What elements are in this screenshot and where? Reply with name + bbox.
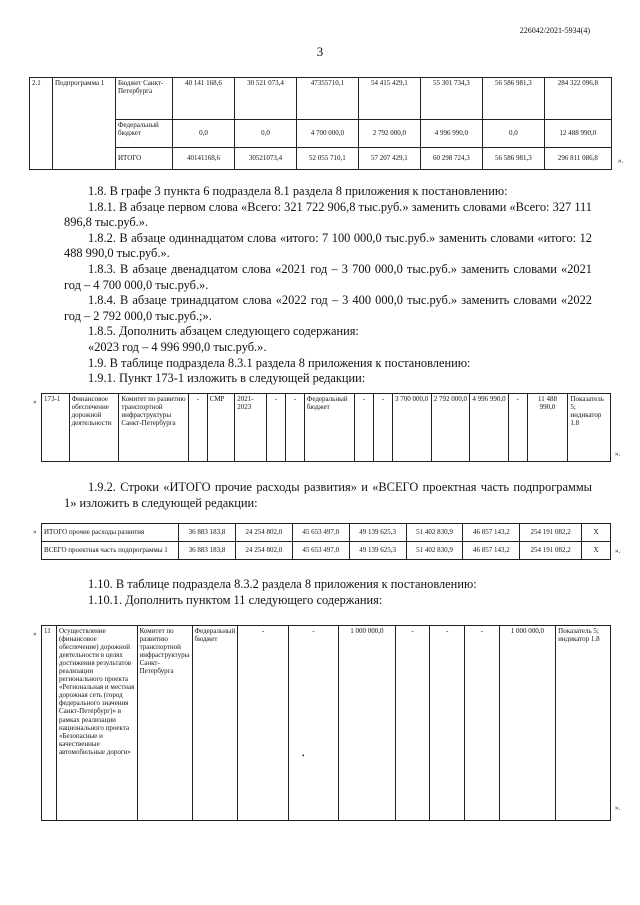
cell: 49 139 625,3 <box>349 524 406 542</box>
cell: 0,0 <box>234 120 296 148</box>
paragraph: «2023 год – 4 996 990,0 тыс.руб.». <box>88 339 267 354</box>
cell: 11 488 990,0 <box>527 394 568 462</box>
amendment-text <box>64 577 592 608</box>
cell: Осуществление (финансовое обеспечение) дорожной деятельности в целях достижения результатов реализации регионального проекта «Региональная и местная дорожная сеть (город федерального значения Санкт-Петербург)» в рамках реализации национального проекта «Безопасные и качественные автомобильные дороги» <box>56 626 137 821</box>
cell: 46 857 143,2 <box>463 542 520 560</box>
cell: СМР <box>207 394 235 462</box>
row-label: ВСЕГО проектная часть подпрограммы 1 <box>42 542 179 560</box>
cell: 254 191 082,2 <box>520 524 582 542</box>
cell: 0,0 <box>482 120 544 148</box>
cell: 11 <box>42 626 57 821</box>
cell: Федеральный бюджет <box>304 394 355 462</box>
quote-close: ». <box>618 157 624 165</box>
amendment-text <box>64 480 592 511</box>
budget-table <box>29 77 612 170</box>
program-name: Подпрограмма 1 <box>53 78 116 170</box>
cell: - <box>508 394 527 462</box>
cell: 2021-2023 <box>235 394 267 462</box>
cell: 254 191 082,2 <box>520 542 582 560</box>
cell: 30 521 073,4 <box>234 78 296 120</box>
row-label: Бюджет Санкт-Петербурга <box>116 78 173 120</box>
cell: - <box>288 626 338 821</box>
cell: - <box>374 394 393 462</box>
cell: Показатель 5; индикатор 1.8 <box>556 626 611 821</box>
quote-close: ». <box>615 804 621 812</box>
cell: 284 322 096,8 <box>544 78 611 120</box>
cell: 57 207 429,1 <box>358 148 420 170</box>
paragraph: 1.10.1. Дополнить пунктом 11 следующего содержания: <box>88 592 383 607</box>
cell: 51 402 830,9 <box>406 542 463 560</box>
cell: 4 700 000,0 <box>296 120 358 148</box>
cell: 56 586 981,3 <box>482 148 544 170</box>
cell: X <box>582 542 611 560</box>
cell: - <box>464 626 499 821</box>
paragraph: 1.8.2. В абзаце одиннадцатом слова «итого: 7 100 000,0 тыс.руб.» заменить словами «итого: 12 488 990,0 тыс.руб.». <box>64 230 592 261</box>
cell: - <box>188 394 207 462</box>
quote-open: « <box>33 528 37 536</box>
cell: Комитет по развитию транспортной инфраструктуры Санкт-Петербурга <box>119 394 189 462</box>
row-label: Федеральный бюджет <box>116 120 173 148</box>
paragraph: 1.8.3. В абзаце двенадцатом слова «2021 год – 3 700 000,0 тыс.руб.» заменить словами «2021 год – 4 700 000,0 тыс.руб.». <box>64 261 592 292</box>
quote-close: ». <box>615 547 621 555</box>
cell: 55 301 734,3 <box>420 78 482 120</box>
document-code: 226042/2021-5934(4) <box>519 26 590 35</box>
cell: 2 792 000,0 <box>358 120 420 148</box>
cell: 36 883 183,8 <box>179 524 236 542</box>
paragraph: 1.8. В графе 3 пункта 6 подраздела 8.1 раздела 8 приложения к постановлению: <box>88 184 508 198</box>
cell: 3 700 000,0 <box>392 394 431 462</box>
cell: 2 792 000,0 <box>431 394 470 462</box>
cell: Показатель 5; индикатор 1.8 <box>568 394 611 462</box>
cell: 36 883 183,8 <box>179 542 236 560</box>
totals-table <box>41 523 611 560</box>
paragraph: 1.8.5. Дополнить абзацем следующего содержания: <box>88 324 359 339</box>
quote-open: « <box>33 398 37 406</box>
cell: 40 141 168,6 <box>173 78 235 120</box>
cell: - <box>395 626 430 821</box>
cell: 45 653 497,0 <box>292 542 349 560</box>
row-label: ИТОГО <box>116 148 173 170</box>
cell: 12 488 990,0 <box>544 120 611 148</box>
dot-mark: • <box>302 752 305 760</box>
cell: 24 254 802,0 <box>235 542 292 560</box>
cell: 1 000 000,0 <box>499 626 556 821</box>
cell: 54 415 429,1 <box>358 78 420 120</box>
cell: 45 653 497,0 <box>292 524 349 542</box>
paragraph: 1.8.4. В абзаце тринадцатом слова «2022 год – 3 400 000,0 тыс.руб.» заменить словами «2022 год – 2 792 000,0 тыс.руб.;». <box>64 293 592 323</box>
page-number: 3 <box>316 44 324 59</box>
cell: 30521073,4 <box>234 148 296 170</box>
cell: 4 996 990,0 <box>420 120 482 148</box>
cell: 47355710,1 <box>296 78 358 120</box>
cell: 49 139 625,3 <box>349 542 406 560</box>
cell: 51 402 830,9 <box>406 524 463 542</box>
quote-open: « <box>33 630 37 638</box>
paragraph: 1.8.1. В абзаце первом слова «Всего: 321 722 906,8 тыс.руб.» заменить словами «Всего: 327 111 896,8 тыс.руб.». <box>64 199 592 230</box>
cell: 4 996 990,0 <box>470 394 509 462</box>
cell: 173-1 <box>42 394 70 462</box>
item-11-table <box>41 625 611 821</box>
cell: - <box>430 626 465 821</box>
paragraph: 1.9.2. Строки «ИТОГО прочие расходы развития» и «ВСЕГО проектная часть подпрограммы 1» изложить в следующей редакции: <box>64 480 592 510</box>
cell: 40141168,6 <box>173 148 235 170</box>
quote-close: ». <box>615 450 621 458</box>
item-173-1-table <box>41 393 611 462</box>
cell: Комитет по развитию транспортной инфраструктуры Санкт-Петербурга <box>137 626 192 821</box>
cell: 56 586 981,3 <box>482 78 544 120</box>
amendment-text <box>64 184 592 387</box>
cell: 1 000 000,0 <box>339 626 396 821</box>
cell: X <box>582 524 611 542</box>
cell: 0,0 <box>173 120 235 148</box>
paragraph: 1.9. В таблице подраздела 8.3.1 раздела 8 приложения к постановлению: <box>88 355 471 370</box>
cell: Финансовое обеспечение дорожной деятельности <box>69 394 119 462</box>
cell: 46 857 143,2 <box>463 524 520 542</box>
row-number: 2.1 <box>30 78 53 170</box>
cell: 24 254 802,0 <box>235 524 292 542</box>
cell: 52 055 710,1 <box>296 148 358 170</box>
cell: Федеральный бюджет <box>192 626 238 821</box>
cell: - <box>286 394 305 462</box>
cell: 296 811 086,8 <box>544 148 611 170</box>
cell: - <box>355 394 374 462</box>
cell: 60 298 724,3 <box>420 148 482 170</box>
paragraph: 1.10. В таблице подраздела 8.3.2 раздела 8 приложения к постановлению: <box>88 577 477 591</box>
cell: - <box>238 626 288 821</box>
paragraph: 1.9.1. Пункт 173-1 изложить в следующей редакции: <box>88 371 366 386</box>
cell: - <box>267 394 286 462</box>
row-label: ИТОГО прочие расходы развития <box>42 524 179 542</box>
